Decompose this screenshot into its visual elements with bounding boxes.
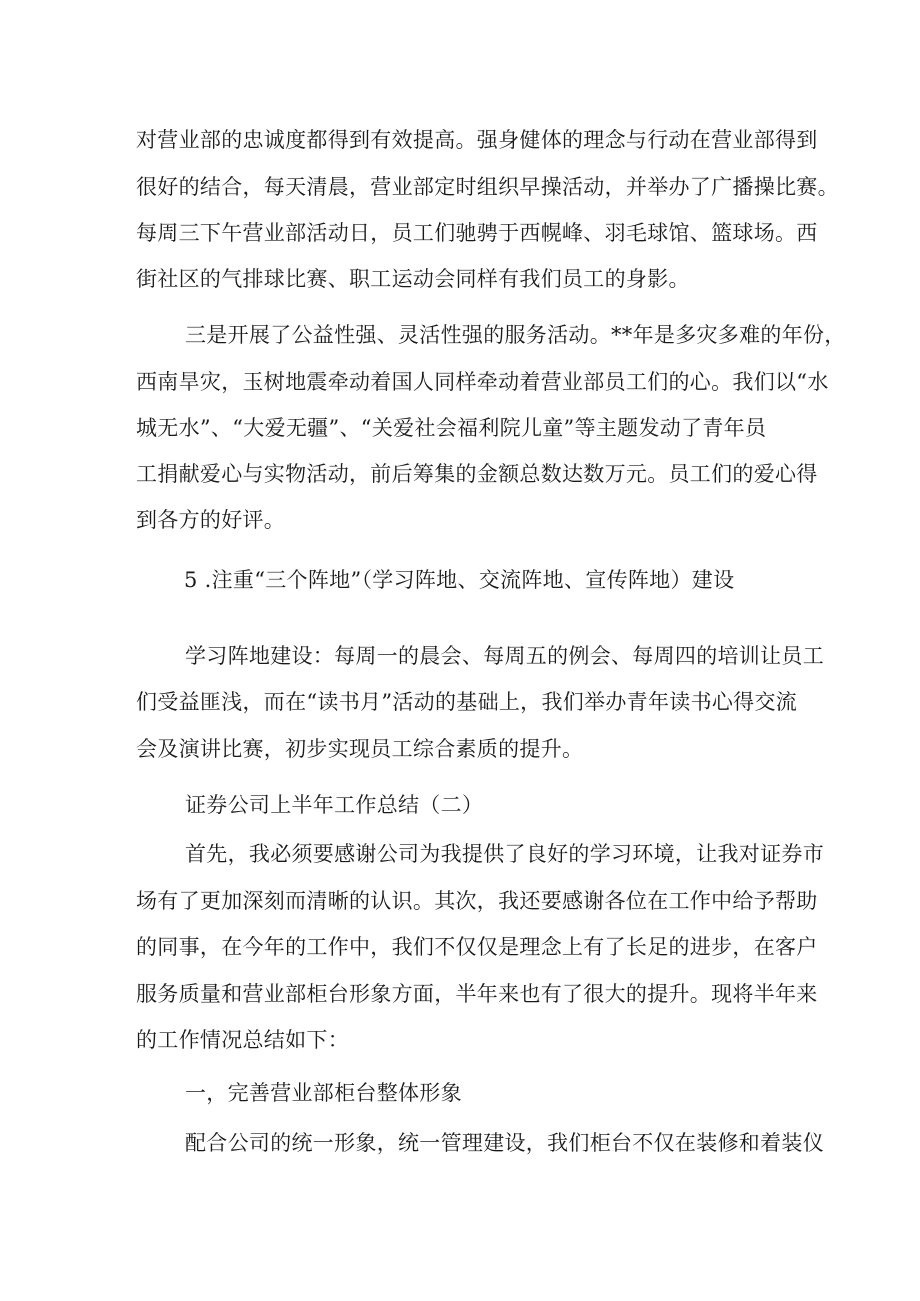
paragraph-line: 三是开展了公益性强、灵活性强的服务活动。**年是多灾多难的年份， xyxy=(185,323,846,347)
paragraph-line: 到各方的好评。 xyxy=(136,508,286,532)
paragraph-line: 很好的结合，每天清晨，营业部定时组织早操活动，并举办了广播操比赛。 xyxy=(136,175,839,199)
paragraph-line: 街社区的气排球比赛、职工运动会同样有我们员工的身影。 xyxy=(136,267,690,291)
paragraph-line: 城无水”、“大爱无疆”、“关爱社会福利院儿童”等主题发动了青年员 xyxy=(136,416,767,440)
document-subtitle: 证券公司上半年工作总结（二） xyxy=(185,793,484,817)
paragraph-line: 工捐献爱心与实物活动，前后筹集的金额总数达数万元。员工们的爱心得 xyxy=(136,462,818,486)
paragraph-line: 场有了更加深刻而清晰的认识。其次，我还要感谢各位在工作中给予帮助 xyxy=(136,889,818,913)
paragraph-line: 西南旱灾，玉树地震牵动着国人同样牵动着营业部员工们的心。我们以“水 xyxy=(136,370,829,394)
paragraph-line: 配合公司的统一形象，统一管理建设，我们柜台不仅在装修和着装仪 xyxy=(185,1131,824,1155)
paragraph-line: 学习阵地建设：每周一的晨会、每周五的例会、每周四的培训让员工 xyxy=(185,644,824,668)
section-heading: 一，完善营业部柜台整体形象 xyxy=(185,1081,462,1105)
paragraph-line: 每周三下午营业部活动日，员工们驰骋于西幌峰、羽毛球馆、篮球场。西 xyxy=(136,221,818,245)
paragraph-line: 对营业部的忠诚度都得到有效提高。强身健体的理念与行动在营业部得到 xyxy=(136,128,818,152)
paragraph-line: 的同事，在今年的工作中，我们不仅仅是理念上有了长足的进步，在客户 xyxy=(136,935,818,959)
paragraph-line: 首先，我必须要感谢公司为我提供了良好的学习环境，让我对证券市 xyxy=(185,842,824,866)
paragraph-line: 服务质量和营业部柜台形象方面，半年来也有了很大的提升。现将半年来 xyxy=(136,982,818,1006)
paragraph-line: 的工作情况总结如下： xyxy=(136,1028,349,1052)
paragraph-line: 会及演讲比赛，初步实现员工综合素质的提升。 xyxy=(136,737,584,761)
paragraph-line: 们受益匪浅，而在“读书月”活动的基础上，我们举办青年读书心得交流 xyxy=(136,690,798,714)
section-heading: 5 .注重“三个阵地”（学习阵地、交流阵地、宣传阵地）建设 xyxy=(184,568,735,592)
